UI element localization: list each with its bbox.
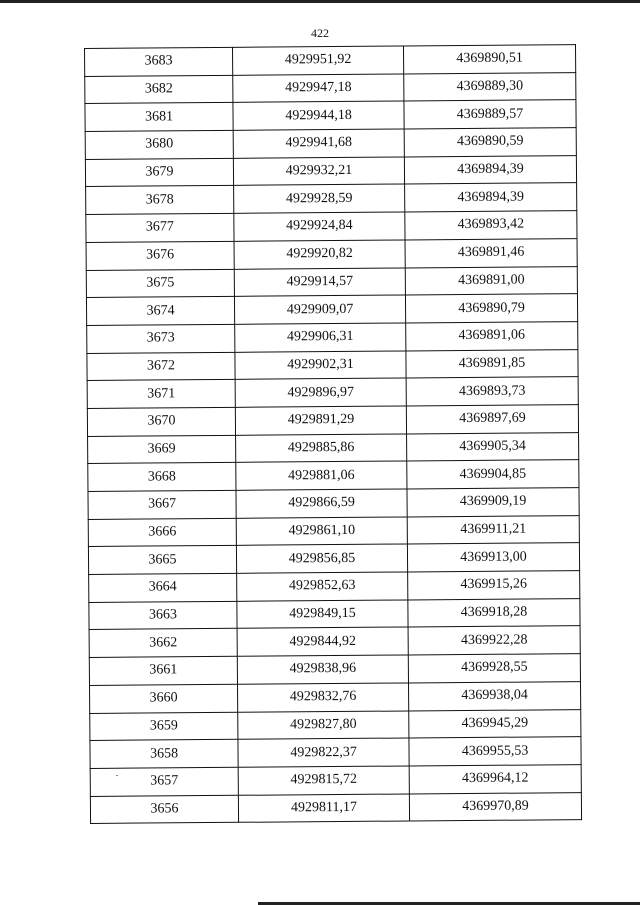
point-number-cell: 3657 <box>90 767 238 796</box>
table-row <box>87 349 578 381</box>
point-number-cell: 3674 <box>86 297 234 326</box>
table-row <box>90 681 581 713</box>
x-coordinate-cell: 4929891,29 <box>235 406 406 435</box>
x-coordinate-cell: 4929909,07 <box>234 295 405 324</box>
y-coordinate-cell: 4369893,73 <box>406 377 578 406</box>
x-coordinate-cell: 4929928,59 <box>234 184 405 213</box>
y-coordinate-cell: 4369889,57 <box>404 100 576 129</box>
y-coordinate-cell: 4369890,51 <box>403 45 575 74</box>
table-row <box>88 515 579 547</box>
table-row <box>88 432 579 464</box>
table-row <box>89 598 580 630</box>
point-number-cell: 3663 <box>89 601 237 630</box>
scan-speck <box>116 775 118 776</box>
y-coordinate-cell: 4369891,85 <box>406 349 578 378</box>
y-coordinate-cell: 4369904,85 <box>407 460 579 489</box>
x-coordinate-cell: 4929815,72 <box>238 766 409 795</box>
table-row <box>85 45 576 77</box>
y-coordinate-cell: 4369945,29 <box>409 709 581 738</box>
x-coordinate-cell: 4929924,84 <box>234 212 405 241</box>
x-coordinate-cell: 4929866,59 <box>236 489 407 518</box>
y-coordinate-cell: 4369891,46 <box>405 238 577 267</box>
y-coordinate-cell: 4369928,55 <box>408 654 580 683</box>
point-number-cell: 3673 <box>87 324 235 353</box>
table-row <box>86 211 577 243</box>
point-number-cell: 3679 <box>85 158 233 187</box>
y-coordinate-cell: 4369955,53 <box>409 737 581 766</box>
y-coordinate-cell: 4369915,26 <box>408 571 580 600</box>
point-number-cell: 3672 <box>87 352 235 381</box>
x-coordinate-cell: 4929914,57 <box>234 267 405 296</box>
table-row <box>86 266 577 298</box>
y-coordinate-cell: 4369889,30 <box>404 72 576 101</box>
table-row <box>86 183 577 215</box>
x-coordinate-cell: 4929856,85 <box>236 544 407 573</box>
point-number-cell: 3662 <box>89 629 237 658</box>
x-coordinate-cell: 4929896,97 <box>235 378 406 407</box>
x-coordinate-cell: 4929881,06 <box>236 461 407 490</box>
x-coordinate-cell: 4929885,86 <box>236 434 407 463</box>
x-coordinate-cell: 4929844,92 <box>237 627 408 656</box>
y-coordinate-cell: 4369905,34 <box>407 432 579 461</box>
table-row <box>85 155 576 187</box>
table-row <box>89 626 580 658</box>
table-row <box>88 460 579 492</box>
x-coordinate-cell: 4929941,68 <box>233 129 404 158</box>
x-coordinate-cell: 4929838,96 <box>237 655 408 684</box>
coordinates-table <box>84 44 582 824</box>
x-coordinate-cell: 4929932,21 <box>233 157 404 186</box>
point-number-cell: 3658 <box>90 739 238 768</box>
y-coordinate-cell: 4369913,00 <box>407 543 579 572</box>
x-coordinate-cell: 4929861,10 <box>236 517 407 546</box>
point-number-cell: 3682 <box>85 75 233 104</box>
y-coordinate-cell: 4369890,59 <box>404 128 576 157</box>
point-number-cell: 3670 <box>87 407 235 436</box>
table-row <box>89 654 580 686</box>
y-coordinate-cell: 4369938,04 <box>408 681 580 710</box>
point-number-cell: 3676 <box>86 241 234 270</box>
point-number-cell: 3675 <box>86 269 234 298</box>
x-coordinate-cell: 4929852,63 <box>237 572 408 601</box>
x-coordinate-cell: 4929811,17 <box>238 794 409 823</box>
point-number-cell: 3683 <box>85 47 233 76</box>
table-row <box>90 737 581 769</box>
point-number-cell: 3659 <box>90 712 238 741</box>
table-row <box>87 377 578 409</box>
y-coordinate-cell: 4369893,42 <box>405 211 577 240</box>
y-coordinate-cell: 4369970,89 <box>409 792 581 821</box>
point-number-cell: 3668 <box>88 463 236 492</box>
y-coordinate-cell: 4369964,12 <box>409 764 581 793</box>
point-number-cell: 3669 <box>88 435 236 464</box>
point-number-cell: 3681 <box>85 103 233 132</box>
table-row <box>85 128 576 160</box>
coordinates-table-body <box>85 45 582 824</box>
x-coordinate-cell: 4929827,80 <box>238 710 409 739</box>
x-coordinate-cell: 4929849,15 <box>237 600 408 629</box>
y-coordinate-cell: 4369894,39 <box>404 155 576 184</box>
y-coordinate-cell: 4369897,69 <box>406 405 578 434</box>
table-row <box>90 709 581 741</box>
x-coordinate-cell: 4929947,18 <box>233 74 404 103</box>
y-coordinate-cell: 4369911,21 <box>407 515 579 544</box>
table-row <box>90 792 581 824</box>
y-coordinate-cell: 4369891,00 <box>405 266 577 295</box>
point-number-cell: 3664 <box>89 573 237 602</box>
point-number-cell: 3656 <box>90 795 238 824</box>
y-coordinate-cell: 4369890,79 <box>405 294 577 323</box>
table-row <box>88 488 579 520</box>
table-row <box>85 72 576 104</box>
x-coordinate-cell: 4929832,76 <box>238 683 409 712</box>
point-number-cell: 3677 <box>86 213 234 242</box>
point-number-cell: 3666 <box>88 518 236 547</box>
point-number-cell: 3665 <box>88 546 236 575</box>
y-coordinate-cell: 4369909,19 <box>407 488 579 517</box>
point-number-cell: 3661 <box>89 656 237 685</box>
x-coordinate-cell: 4929822,37 <box>238 738 409 767</box>
y-coordinate-cell: 4369894,39 <box>405 183 577 212</box>
x-coordinate-cell: 4929902,31 <box>235 351 406 380</box>
point-number-cell: 3678 <box>86 186 234 215</box>
table-row <box>86 238 577 270</box>
y-coordinate-cell: 4369918,28 <box>408 598 580 627</box>
page-number: 422 <box>311 26 329 40</box>
point-number-cell: 3660 <box>90 684 238 713</box>
point-number-cell: 3667 <box>88 490 236 519</box>
point-number-cell: 3671 <box>87 380 235 409</box>
table-row <box>89 571 580 603</box>
table-row <box>90 764 581 796</box>
point-number-cell: 3680 <box>85 130 233 159</box>
y-coordinate-cell: 4369891,06 <box>406 322 578 351</box>
x-coordinate-cell: 4929951,92 <box>232 46 403 75</box>
x-coordinate-cell: 4929920,82 <box>234 240 405 269</box>
x-coordinate-cell: 4929944,18 <box>233 101 404 130</box>
top-scan-border <box>0 0 640 3</box>
y-coordinate-cell: 4369922,28 <box>408 626 580 655</box>
table-row <box>87 405 578 437</box>
table-row <box>86 294 577 326</box>
table-row <box>87 322 578 354</box>
table-row <box>88 543 579 575</box>
table-row <box>85 100 576 132</box>
x-coordinate-cell: 4929906,31 <box>235 323 406 352</box>
